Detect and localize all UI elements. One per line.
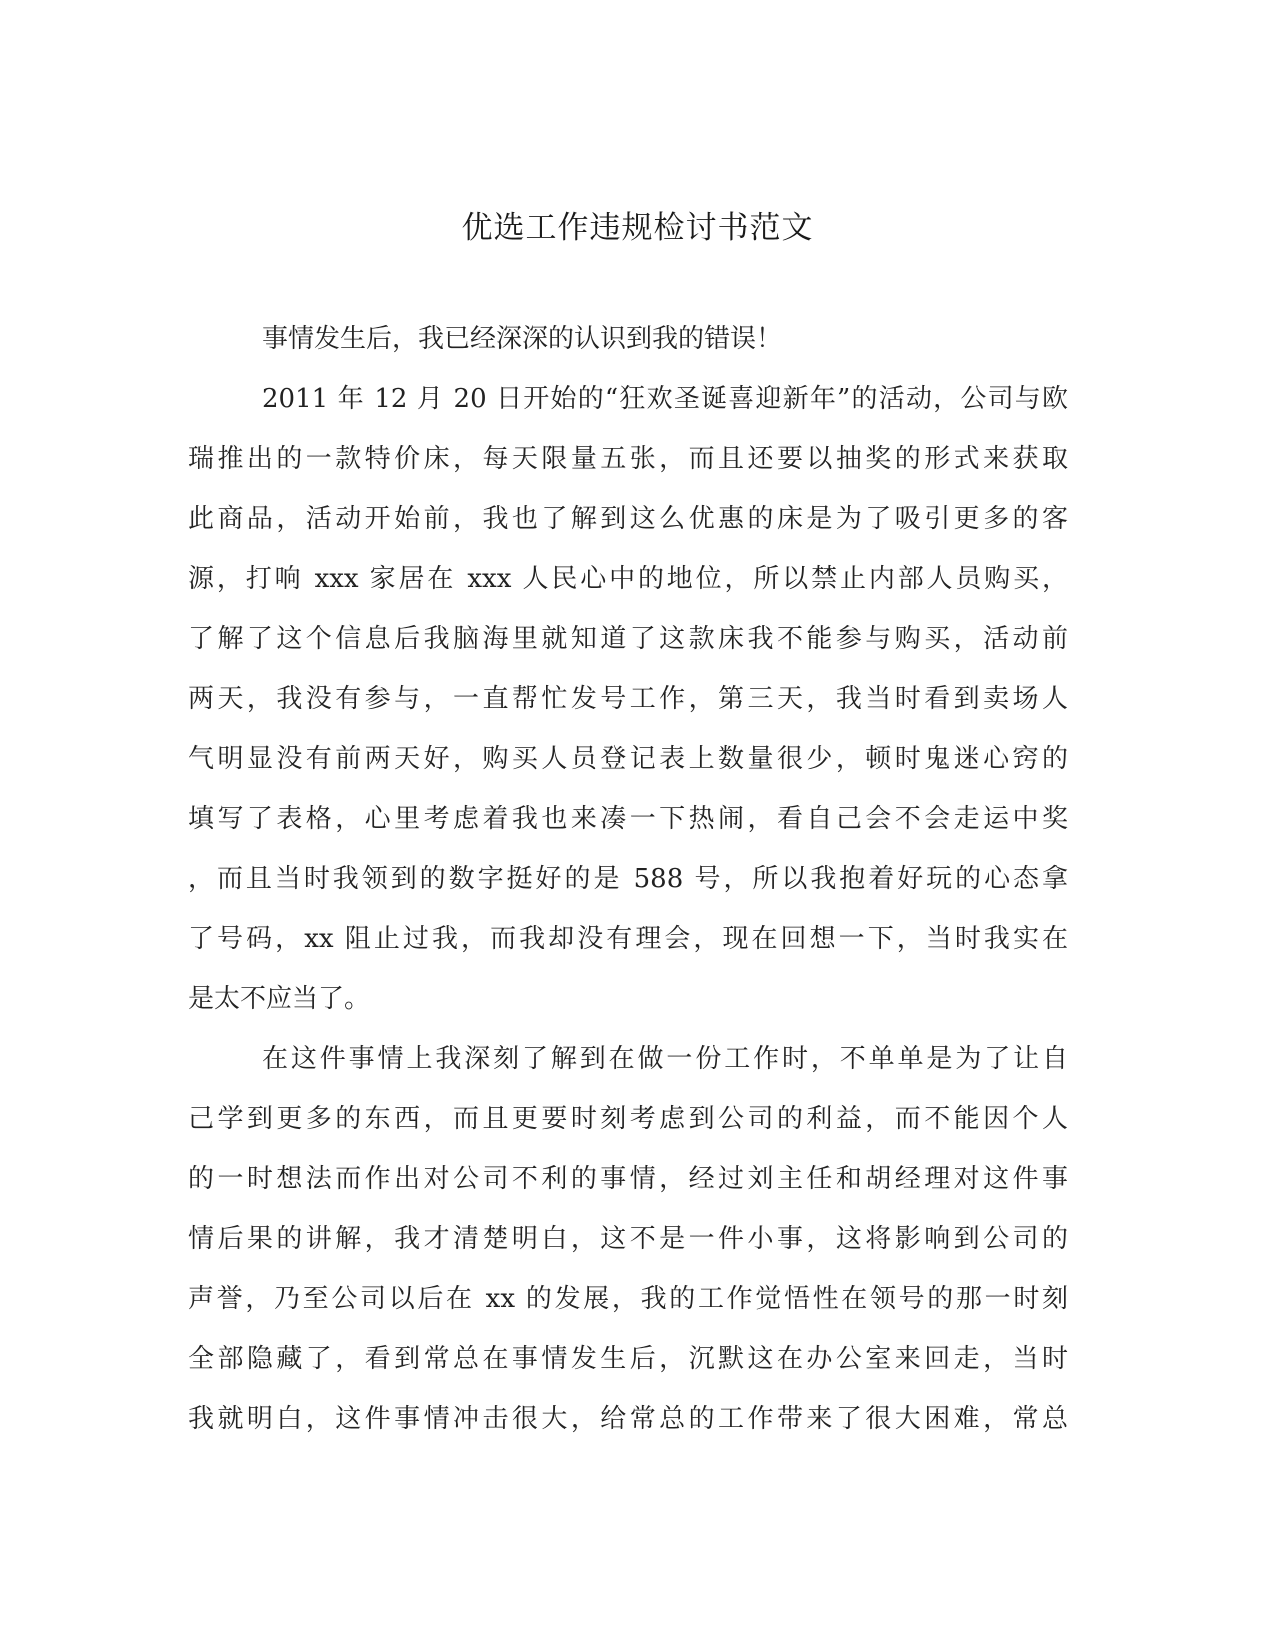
text-line: 了解了这个信息后我脑海里就知道了这款床我不能参与购买，活动前 [188, 624, 1068, 654]
text-line: 己学到更多的东西，而且更要时刻考虑到公司的利益，而不能因个人 [188, 1104, 1068, 1134]
text-line: 瑞推出的一款特价床，每天限量五张，而且还要以抽奖的形式来获取 [188, 444, 1068, 474]
text-line: 事情发生后，我已经深深的认识到我的错误！ [262, 324, 783, 354]
text-line: 填写了表格，心里考虑着我也来凑一下热闹，看自己会不会走运中奖 [188, 804, 1068, 834]
text-line: 两天，我没有参与，一直帮忙发号工作，第三天，我当时看到卖场人 [188, 684, 1068, 714]
text-line: 情后果的讲解，我才清楚明白，这不是一件小事，这将影响到公司的 [188, 1224, 1068, 1254]
text-line: ，而且当时我领到的数字挺好的是 588 号，所以我抱着好玩的心态拿 [188, 864, 1068, 894]
text-line: 在这件事情上我深刻了解到在做一份工作时，不单单是为了让自 [262, 1044, 1068, 1074]
text-line: 2011 年 12 月 20 日开始的“狂欢圣诞喜迎新年”的活动，公司与欧 [262, 384, 1068, 414]
text-line: 了号码，xx 阻止过我，而我却没有理会，现在回想一下，当时我实在 [188, 924, 1068, 954]
text-line: 我就明白，这件事情冲击很大，给常总的工作带来了很大困难，常总 [188, 1404, 1068, 1434]
text-line: 是太不应当了。 [188, 984, 371, 1014]
text-line: 源，打响 xxx 家居在 xxx 人民心中的地位，所以禁止内部人员购买， [188, 564, 1068, 594]
text-line: 全部隐藏了，看到常总在事情发生后，沉默这在办公室来回走，当时 [188, 1344, 1068, 1374]
document-title: 优选工作违规检讨书范文 [461, 210, 814, 246]
text-line: 的一时想法而作出对公司不利的事情，经过刘主任和胡经理对这件事 [188, 1164, 1068, 1194]
text-line: 气明显没有前两天好，购买人员登记表上数量很少，顿时鬼迷心窍的 [188, 744, 1068, 774]
text-line: 此商品，活动开始前，我也了解到这么优惠的床是为了吸引更多的客 [188, 504, 1068, 534]
text-line: 声誉，乃至公司以后在 xx 的发展，我的工作觉悟性在领号的那一时刻 [188, 1284, 1068, 1314]
